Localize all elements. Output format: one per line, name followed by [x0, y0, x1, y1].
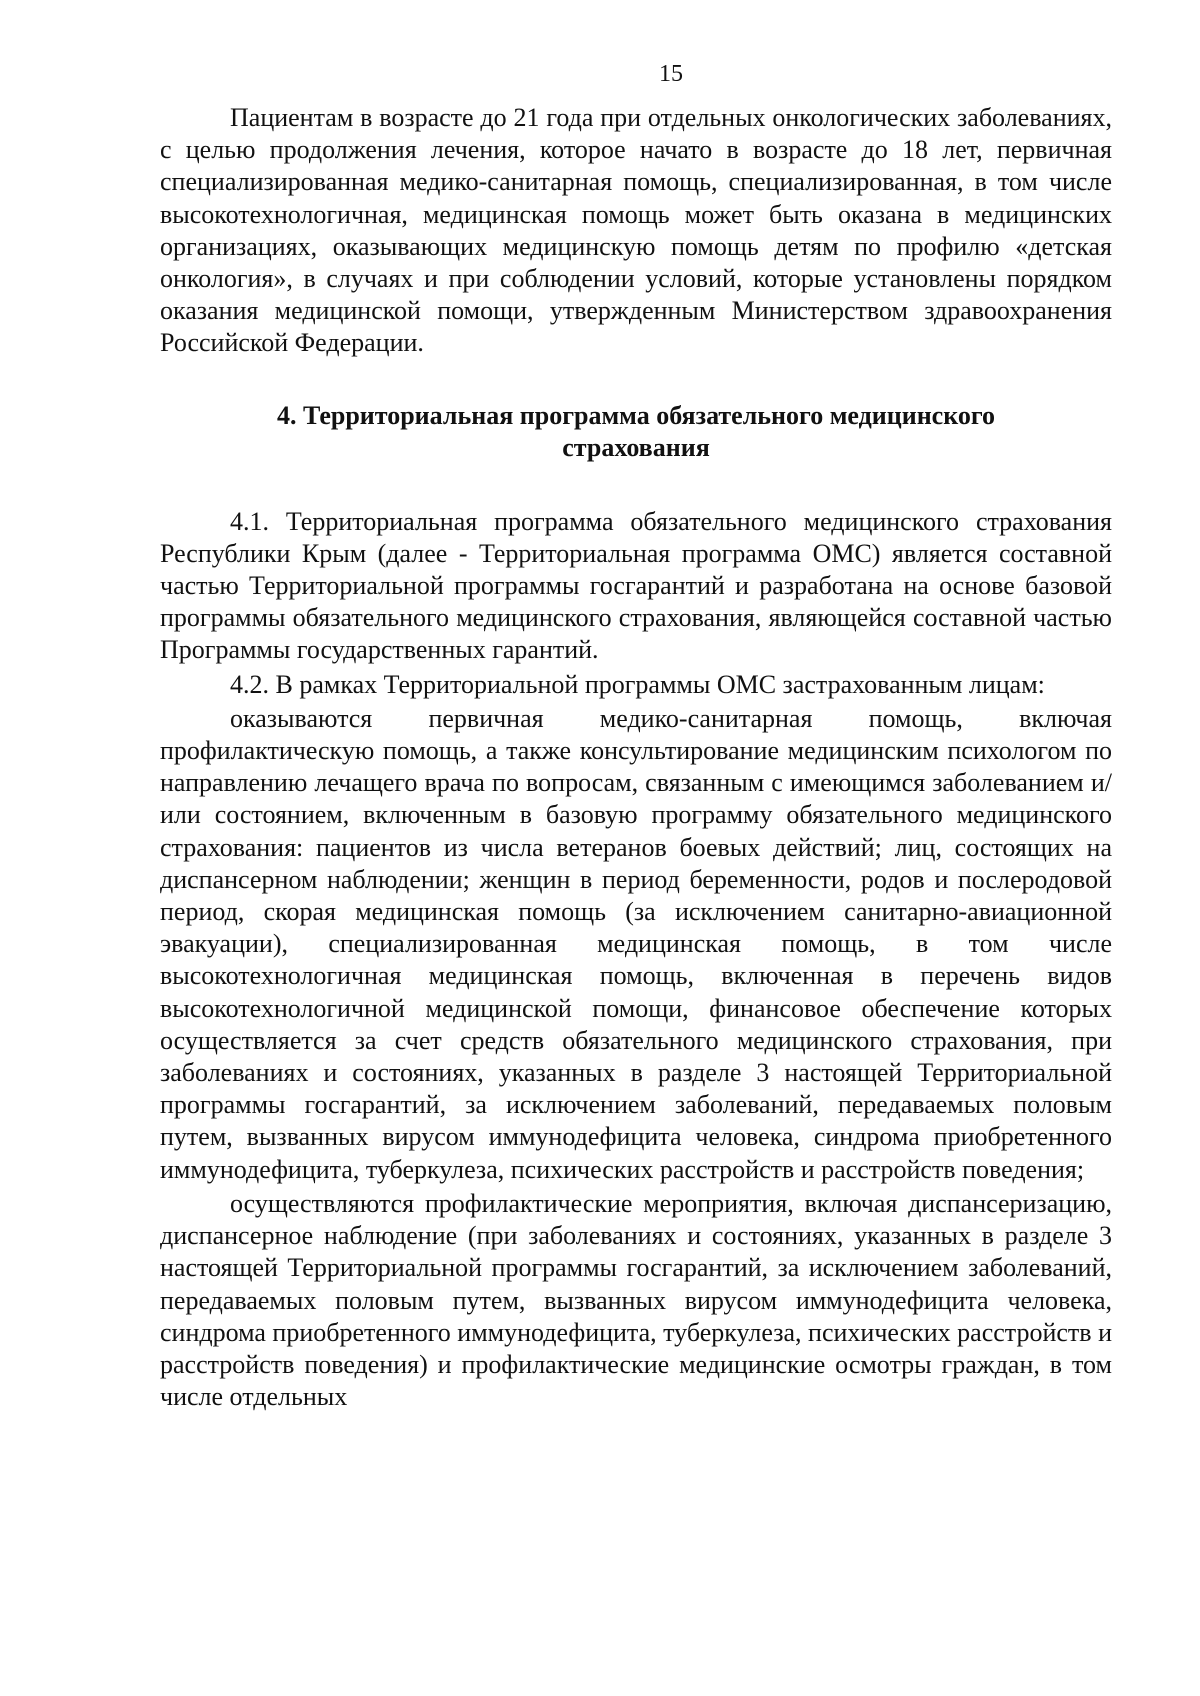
paragraph-4-1: 4.1. Территориальная программа обязательного медицинского страхования Республики Крым (далее - Территориальная программа ОМС) является составной частью Территориальной программы госгарантий и разработана на основе базовой программы обязательного медицинского страхования, являющейся составной частью Программы государственных гарантий.	[160, 506, 1112, 665]
document-page	[160, 60, 1112, 1413]
section-heading	[160, 400, 1112, 464]
section-heading-line-1: 4. Территориальная программа обязательного медицинского	[276, 400, 996, 430]
intro-paragraph: Пациентам в возрасте до 21 года при отдельных онкологических заболеваниях, с целью продолжения лечения, которое начато в возрасте до 18 лет, первичная специализированная медико-санитарная помощь, специализированная, в том числе высокотехнологичная, медицинская помощь может быть оказана в медицинских организациях, оказывающих медицинскую помощь детям по профилю «детская онкология», в случаях и при соблюдении условий, которые установлены порядком оказания медицинской помощи, утвержденным Министерством здравоохранения Российской Федерации.	[160, 103, 1112, 358]
paragraph-preventive-measures: осуществляются профилактические мероприятия, включая диспансеризацию, диспансерное наблюдение (при заболеваниях и состояниях, указанных в разделе 3 настоящей Территориальной программы госгарантий, за исключением заболеваний, передаваемых половым путем, вызванных вирусом иммунодефицита человека, синдрома приобретенного иммунодефицита, туберкулеза, психических расстройств и расстройств поведения) и профилактические медицинские осмотры граждан, в том числе отдельных	[160, 1188, 1112, 1412]
page-number: 15	[659, 61, 683, 87]
paragraph-4-2: 4.2. В рамках Территориальной программы ОМС застрахованным лицам:	[230, 669, 1045, 699]
section-heading-line-2: страхования	[562, 432, 710, 462]
paragraph-services-provided: оказываются первичная медико-санитарная помощь, включая профилактическую помощь, а также консультирование медицинским психологом по направлению лечащего врача по вопросам, связанным с имеющимся заболеванием и/или состоянием, включенным в базовую программу обязательного медицинского страхования: пациентов из числа ветеранов боевых действий; лиц, состоящих на диспансерном наблюдении; женщин в период беременности, родов и послеродовой период, скорая медицинская помощь (за исключением санитарно-авиационной эвакуации), специализированная медицинская помощь, в том числе высокотехнологичная медицинская помощь, включенная в перечень видов высокотехнологичной медицинской помощи, финансовое обеспечение которых осуществляется за счет средств обязательного медицинского страхования, при заболеваниях и состояниях, указанных в разделе 3 настоящей Территориальной программы госгарантий, за исключением заболеваний, передаваемых половым путем, вызванных вирусом иммунодефицита человека, синдрома приобретенного иммунодефицита, туберкулеза, психических расстройств и расстройств поведения;	[160, 703, 1112, 1184]
